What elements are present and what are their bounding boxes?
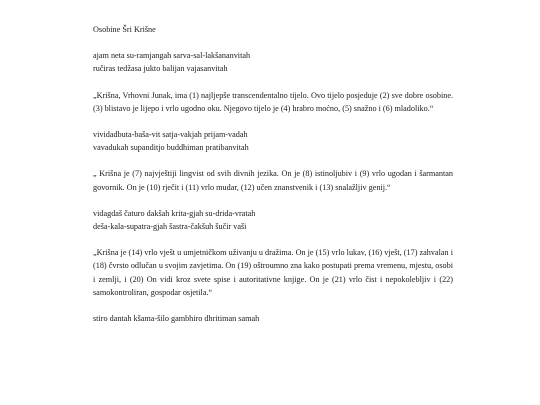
translation-paragraph-1: „Krišna, Vrhovni Junak, ima (1) najljepše transcendentalno tijelo. Ovo tijelo posjeduje (2) sve dobre osobine. (3) blistavo je lijepo i vrlo ugodno oku. Njegovo tijelo je (4) hrabro moćno, (5) snažno i (6) mladoliko.“ [93, 90, 453, 113]
verse-line: vavadukah supanditjo buddhiman pratibanvitah [93, 143, 249, 153]
verse-block-4 [93, 312, 453, 325]
verse-block-2 [93, 128, 453, 154]
verse-line: deša-kala-supatra-gjah šastra-čakšuh šučir vaši [93, 222, 247, 232]
translation-paragraph-3: „Krišna je (14) vrlo vješt u umjetničkom uživanju u dražima. On je (15) vrlo lukav, (16) vješt, (17) zahvalan i (18) čvrsto odlučan u svojim zavjetima. On (19) oštroumno zna kako postupati prema vremenu, mjestu, osobi i zemlji, i (20) On vidi kroz svete spise i autoritativne knjige. On je (21) vrlo čist i nepokolebljiv i (22) samokontroliran, gospodar osjetila.“ [93, 248, 453, 297]
verse-block-3 [93, 207, 453, 233]
verse-line: vidagdaš čaturo dakšah krita-gjah su-drida-vratah [93, 208, 256, 218]
verse-line: ručiras tedžasa jukto balijan vajasanvitah [93, 64, 228, 74]
verse-line: stiro dantah kšama-šilo gambhiro dhritiman samah [93, 314, 260, 324]
verse-line: ajam neta su-ramjangah sarva-sal-lakšananvitah [93, 51, 251, 61]
document-page [93, 23, 453, 325]
verse-block-1 [93, 49, 453, 75]
translation-paragraph-2: „ Krišna je (7) najvještiji lingvist od svih divnih jezika. On je (8) istinoljubiv i (9) vrlo ugodan i šarmantan govornik. On je (10) rječit i (11) vrlo mudar, (12) učen znanstvenik i (13) snalažljiv genij.“ [93, 169, 453, 192]
document-title: Osobine Šri Krišne [93, 25, 156, 34]
verse-line: vividadbuta-baša-vit satja-vakjah prijam-vadah [93, 130, 248, 140]
